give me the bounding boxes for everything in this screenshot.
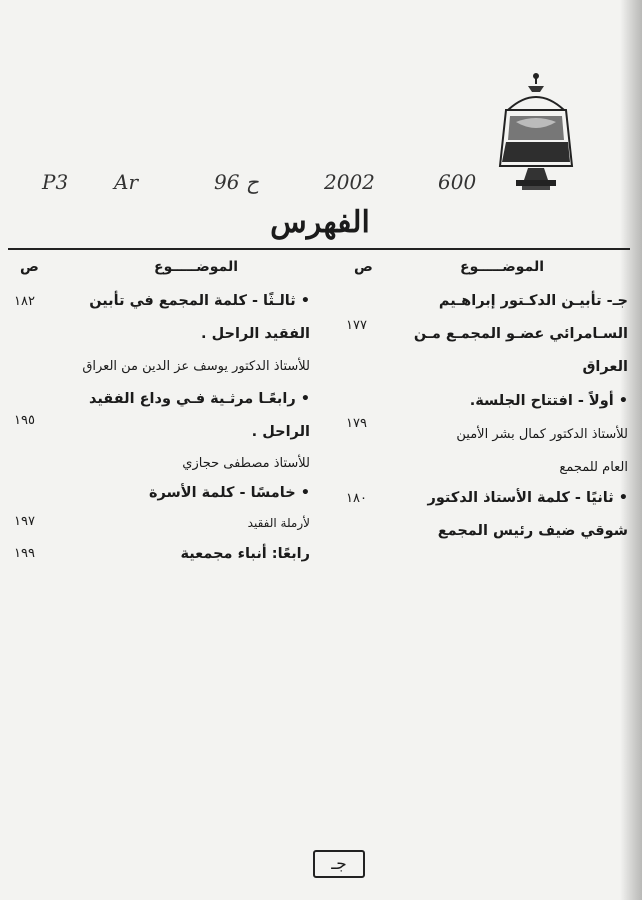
toc-entry-line: الفقيد الراحل .: [201, 326, 310, 342]
page-label-box: جـ: [313, 850, 365, 878]
toc-entry-line: • ثالـثًا - كلمة المجمع في تأبين: [89, 293, 310, 309]
toc-entry-line: الراحل .: [251, 424, 310, 440]
page-number: ١٨٢: [14, 294, 35, 309]
toc-entry-line: جـ- تأبيـن الدكـتور إبراهـيم: [438, 293, 628, 309]
toc-entry-line: • ثانيًا - كلمة الأستاذ الدكتور: [427, 490, 628, 506]
left-topic-header: الموضـــــوع: [154, 259, 239, 275]
handwritten-number: 600: [438, 170, 477, 194]
right-page-header: ص: [354, 259, 373, 275]
handwritten-code-1: P3: [42, 170, 69, 194]
toc-entry-author: للأستاذ مصطفى حجازي: [182, 456, 310, 471]
toc-entry-author: العام للمجمع: [559, 460, 628, 475]
page-number: ١٧٧: [346, 318, 367, 333]
handwritten-year: 2002: [324, 170, 375, 194]
handwritten-code-3: 96 ح: [214, 170, 259, 194]
title-divider: [8, 248, 630, 250]
toc-entry-line: • رابعًـا مرثـية فـي وداع الفقيد: [89, 391, 310, 407]
toc-entry-line: رابعًا: أنباء مجمعية: [180, 546, 310, 562]
toc-entry-line: السـامرائي عضـو المجمـع مـن: [413, 326, 628, 342]
lantern-emblem: [488, 70, 584, 196]
page-edge-shadow: [620, 0, 642, 900]
toc-entry-line: • أولاً - افتتاح الجلسة.: [469, 393, 628, 409]
toc-entry-line: شوقي ضيف رئيس المجمع: [437, 523, 628, 539]
toc-entry-line: العراق: [582, 359, 628, 375]
page-number: ١٩٥: [14, 413, 35, 428]
toc-entry-line: • خامسًا - كلمة الأسرة: [148, 485, 310, 501]
toc-entry-author: للأستاذ الدكتور كمال بشر الأمين: [456, 427, 628, 442]
left-page-header: ص: [20, 259, 39, 275]
page-number: ١٩٧: [14, 514, 35, 529]
toc-entry-author: للأستاذ الدكتور يوسف عز الدين من العراق: [82, 359, 310, 374]
handwritten-code-2: Ar: [114, 170, 139, 194]
right-topic-header: الموضـــــوع: [460, 259, 545, 275]
page-number: ١٩٩: [14, 546, 35, 561]
toc-entry-author: لأرملة الفقيد: [247, 516, 310, 530]
page-title: الفهرس: [270, 205, 370, 240]
page-number: ١٨٠: [346, 491, 367, 506]
page-number: ١٧٩: [346, 416, 367, 431]
